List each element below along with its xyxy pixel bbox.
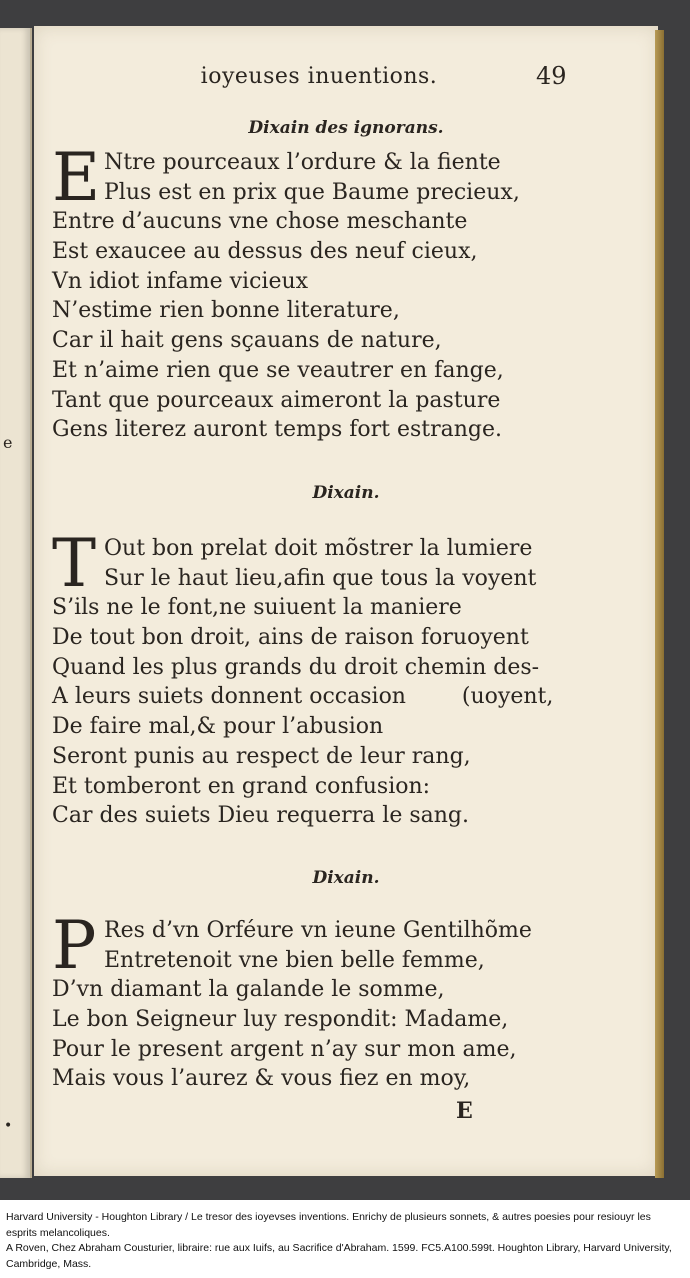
poem-line: Tant que pourceaux aimeront la pasture: [52, 387, 501, 413]
poem-line: Out bon prelat doit mõstrer la lumiere: [104, 536, 533, 561]
caption-line-2: A Roven, Chez Abraham Cousturier, libraire: rue aux Iuifs, au Sacrifice d'Abraham. 1599. FC5.A100.599t. Houghton Library, Harvard University, Cambridge, Mass.: [6, 1242, 672, 1270]
poem-line: Vn idiot infame vicieux: [52, 268, 309, 294]
poem-line: Res d’vn Orféure vn ieune Gentilhõme: [104, 918, 532, 943]
facing-page-fragment: e: [3, 433, 13, 452]
poem-line: D’vn diamant la galande le somme,: [52, 977, 445, 1003]
poem-line: N’estime rien bonne literature,: [52, 298, 400, 324]
poem-line: Le bon Seigneur luy respondit: Madame,: [52, 1007, 509, 1033]
drop-cap-initial: P: [52, 907, 97, 984]
poem-1: [52, 139, 652, 445]
poem-line: Entre d’aucuns vne chose meschante: [52, 209, 468, 235]
gilt-page-edge: [655, 30, 664, 1178]
poem-line: Car il hait gens sçauans de nature,: [52, 328, 442, 354]
caption-line-1: Harvard University - Houghton Library / Le tresor des ioyevses inventions. Enrichy de plusieurs sonnets, & autres poesies pour resiouyr les esprits melancoliques.: [6, 1211, 651, 1239]
facing-page-mark: •: [4, 1118, 13, 1134]
poem-line: Entretenoit vne bien belle femme,: [104, 947, 485, 973]
poem-line: Et tomberont en grand confusion:: [52, 773, 431, 799]
poem-2: [52, 525, 652, 831]
poem-line: Car des suiets Dieu requerra le sang.: [52, 803, 469, 829]
poem-3: [52, 907, 652, 1094]
poem-title-1: Dixain des ignorans.: [248, 118, 444, 138]
poem-line: De tout bon droit, ains de raison foruoyent: [52, 625, 529, 651]
poem-line: Gens literez auront temps fort estrange.: [52, 417, 503, 443]
poem-line: S’ils ne le font,ne suiuent la maniere: [52, 595, 462, 621]
poem-line: Sur le haut lieu,afin que tous la voyent: [104, 565, 537, 591]
facing-page-edge: [0, 28, 32, 1178]
image-credit-caption: [6, 1210, 682, 1272]
poem-line: Mais vous l’aurez & vous fiez en moy,: [52, 1066, 471, 1092]
catchword: E: [456, 1098, 473, 1124]
running-head: ioyeuses inuentions.: [200, 64, 438, 89]
poem-line: De faire mal,& pour l’abusion: [52, 714, 384, 740]
poem-line: Pour le present argent n’ay sur mon ame,: [52, 1036, 517, 1062]
poem-line: Plus est en prix que Baume precieux,: [104, 179, 520, 205]
poem-title-2: Dixain.: [312, 483, 380, 503]
drop-cap-initial: E: [52, 139, 101, 216]
book-page: [34, 26, 658, 1176]
poem-title-3: Dixain.: [312, 868, 380, 888]
drop-cap-initial: T: [52, 525, 97, 602]
poem-line: Ntre pourceaux l’ordure & la fiente: [104, 150, 501, 175]
poem-line: Seront punis au respect de leur rang,: [52, 743, 471, 769]
poem-line: Et n’aime rien que se veautrer en fange,: [52, 357, 504, 383]
poem-line: Quand les plus grands du droit chemin des-: [52, 654, 540, 680]
poem-line: Est exaucee au dessus des neuf cieux,: [52, 239, 478, 265]
page-number: 49: [536, 62, 567, 90]
poem-line: A leurs suiets donnent occasion (uoyent,: [52, 684, 554, 710]
